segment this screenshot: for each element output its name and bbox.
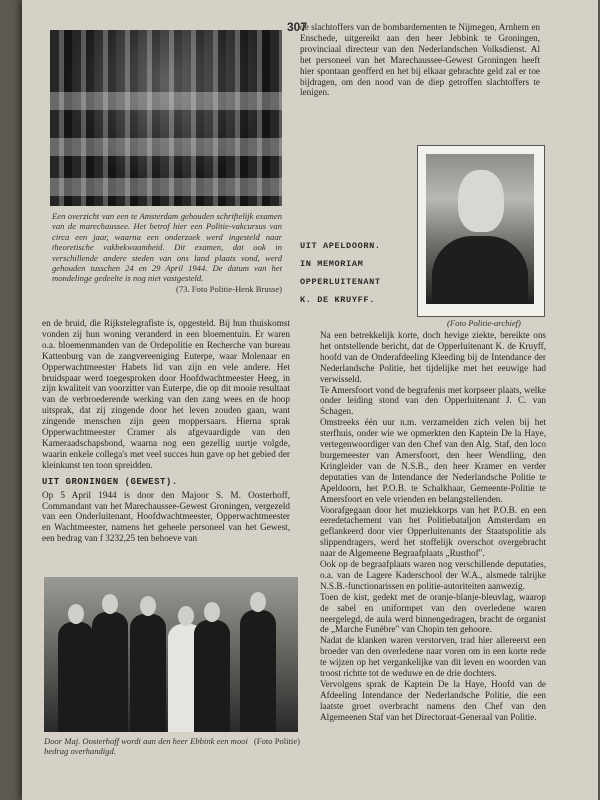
memoriam-heading [300,240,405,312]
donation-caption-text: Door Maj. Oosterhoff wordt aan den heer Ebbink een mooi bedrag overhandigd. [44,736,248,757]
memoriam-paragraph: Te Amersfoort vond de begrafenis met korpseer plaats, welke onder leiding stond van den Opperluitenant J. C. van Schagen. [320,384,546,417]
donation-photo [44,577,298,732]
exam-photo-source: (73. Foto Politie-Henk Brusse) [176,283,282,294]
exam-photo [50,30,282,206]
exam-photo-caption [52,211,282,294]
memoriam-heading-location: UIT APELDOORN. [300,241,381,251]
memoriam-paragraph: Nadat de klanken waren verstorven, trad hier allereerst een broeder van den overledene naar voren om in een korte rede te wijzen op het vergankelijke van dit leven en woorden van troost richtte tot de weduwe en de drie dochters. [320,635,546,679]
left-column [42,318,290,544]
memoriam-paragraph: Omstreeks één uur n.m. verzamelden zich velen bij het sterfhuis, onder wie we opmerkten den Kaptein De la Haye, vertegenwoordiger van den Chef van den Alg. Staf, den loco burgemeester van Amersfoort, den heer Wendling, den Kringleider van de N.S.B., den heer Kramer en verder deputaties van de Intendance der Nederlandsche Politie te Apeldoorn, het P.O.B. te Schalkhaar, Gemeente-Politie te Amersfoort en vele vrienden en belangstellenden. [320,417,546,504]
memoriam-paragraph: Ook op de begraafplaats waren nog verschillende deputaties, o.a. van de Lagere Kaderschool der W.A., alsmede talrijke N.S.B.-functionarissen en politie-autoriteiten aanwezig. [320,559,546,591]
memoriam-heading-rank: OPPERLUITENANT [300,277,381,287]
memoriam-paragraph: Voorafgegaan door het muziekkorps van het P.O.B. en een eeredetachement van het Politiebataljon Amsterdam en geflankeerd door vier Opperluitenants der Staatspolitie als slippendragers, werd het stoffelijk overschot overgebracht naar de Algemeene Begraafplaats „Rusthof". [320,504,546,559]
groningen-continued-paragraph: de slachtoffers van de bombardementen te Nijmegen, Arnhem en Enschede, uitgereikt aan den heer Jebbink te Groningen, provinciaal directeur van den Nederlandschen Volksdienst. Al het personeel van het Marechaussee-Gewest Groningen heeft hier spontaan geofferd en het bij elkaar gebrachte geld zal er toe bijdragen, om den nood van de diep getroffen slachtoffers te lenigen. [300,22,540,98]
portrait-frame [417,145,545,317]
memoriam-heading-name: K. DE KRUYFF. [300,295,375,305]
memoriam-paragraph: Toen de kist, gedekt met de oranje-blanje-bleuvlag, waarop de sabel en uniformpet van den overledene waren neergelegd, de aula werd binnengedragen, bracht de organist de „Marche Funèbre" van Chopin ten gehoore. [320,591,546,635]
donation-photo-caption [44,736,300,756]
memoriam-paragraph: Vervolgens sprak de Kaptein De la Haye, Hoofd van de Afdeeling Intendance der Nederlandsche Politie, die een laatste groet overbracht namens den Chef van den Algemeenen Staf van het Directoraat-Generaal van Politie. [320,679,546,722]
portrait-head [458,170,504,232]
groningen-paragraph: Op 5 April 1944 is door den Majoor S. M. Oosterhoff, Commandant van het Marechaussee-Gewest Groningen, vergezeld van een Onderluitenant, Hoofdwachtmeester, Opperwachtmeester en Wachtmeester, namens het geheele personeel van het Gewest, een bedrag van f 3232,25 ten behoeve van [42,489,290,544]
memoriam-heading-title: IN MEMORIAM [300,259,364,269]
memoriam-paragraph: Na een betrekkelijk korte, doch hevige ziekte, bereikte ons het ontstellende bericht, dat de Opperluitenant K. de Kruyff, hoofd van de Onderafdeeling Kleeding bij de Intendance der Nederlandsche Politie, het tijdelijke met het eeuwige had verwisseld. [320,330,546,384]
portrait-credit: (Foto Politie-archief) [447,318,521,328]
groningen-heading: UIT GRONINGEN (GEWEST). [42,476,178,487]
right-column-main [320,330,546,723]
exam-caption-text: Een overzicht van een te Amsterdam gehouden schriftelijk examen van de marechaussee. Het betrof hier een Politie-vakcursus van circa een jaar, waarna een onderzoek werd ingesteld naar theoretische vakbekwaamheid. Dit examen, dat ook in verschillende andere steden van ons land plaats vond, werd gehouden tusschen 24 en 29 April 1944. De datum van het mondelinge gedeelte is nog niet vastgesteld. [52,211,282,284]
donation-photo-source: (Foto Politie) [253,736,300,746]
magazine-page [22,0,598,800]
page-number: 307 [287,20,308,34]
portrait-uniform [432,236,528,304]
portrait-photo [426,154,534,304]
right-column-top [300,22,540,98]
wedding-paragraph: en de bruid, die Rijkstelegrafiste is, opgesteld. Bij hun thuiskomst vonden zij hun woning veranderd in een bloementuin. Er waren o.a. bloemenmanden van de Ordepolitie en Recherche van bureau Kattenburg van de zangvereeniging Euterpe, waar Molenaar en Opperwachtmeester Habets lid van zijn en vele andere. Het bruidspaar werd toegesproken door Hoofdwachtmeester Heeg, in zijn kwaliteit van voorzitter van Euterpe, die op dit mooie resultaat van de verbroederende werking van den zang wees en de hoop uitsprak, dat zij zingende door het leven zouden gaan, want zingende menschen zijn geen moppersaars. Hierna sprak Opperwachtmeester Cramer als afgevaardigde van den Kameraadschapsbond, waarna nog een gezellig uurtje volgde, waarin enkele collega's met veel succes hun gave op het gebied der kleinkunst ten toon spreidden. [42,318,290,470]
